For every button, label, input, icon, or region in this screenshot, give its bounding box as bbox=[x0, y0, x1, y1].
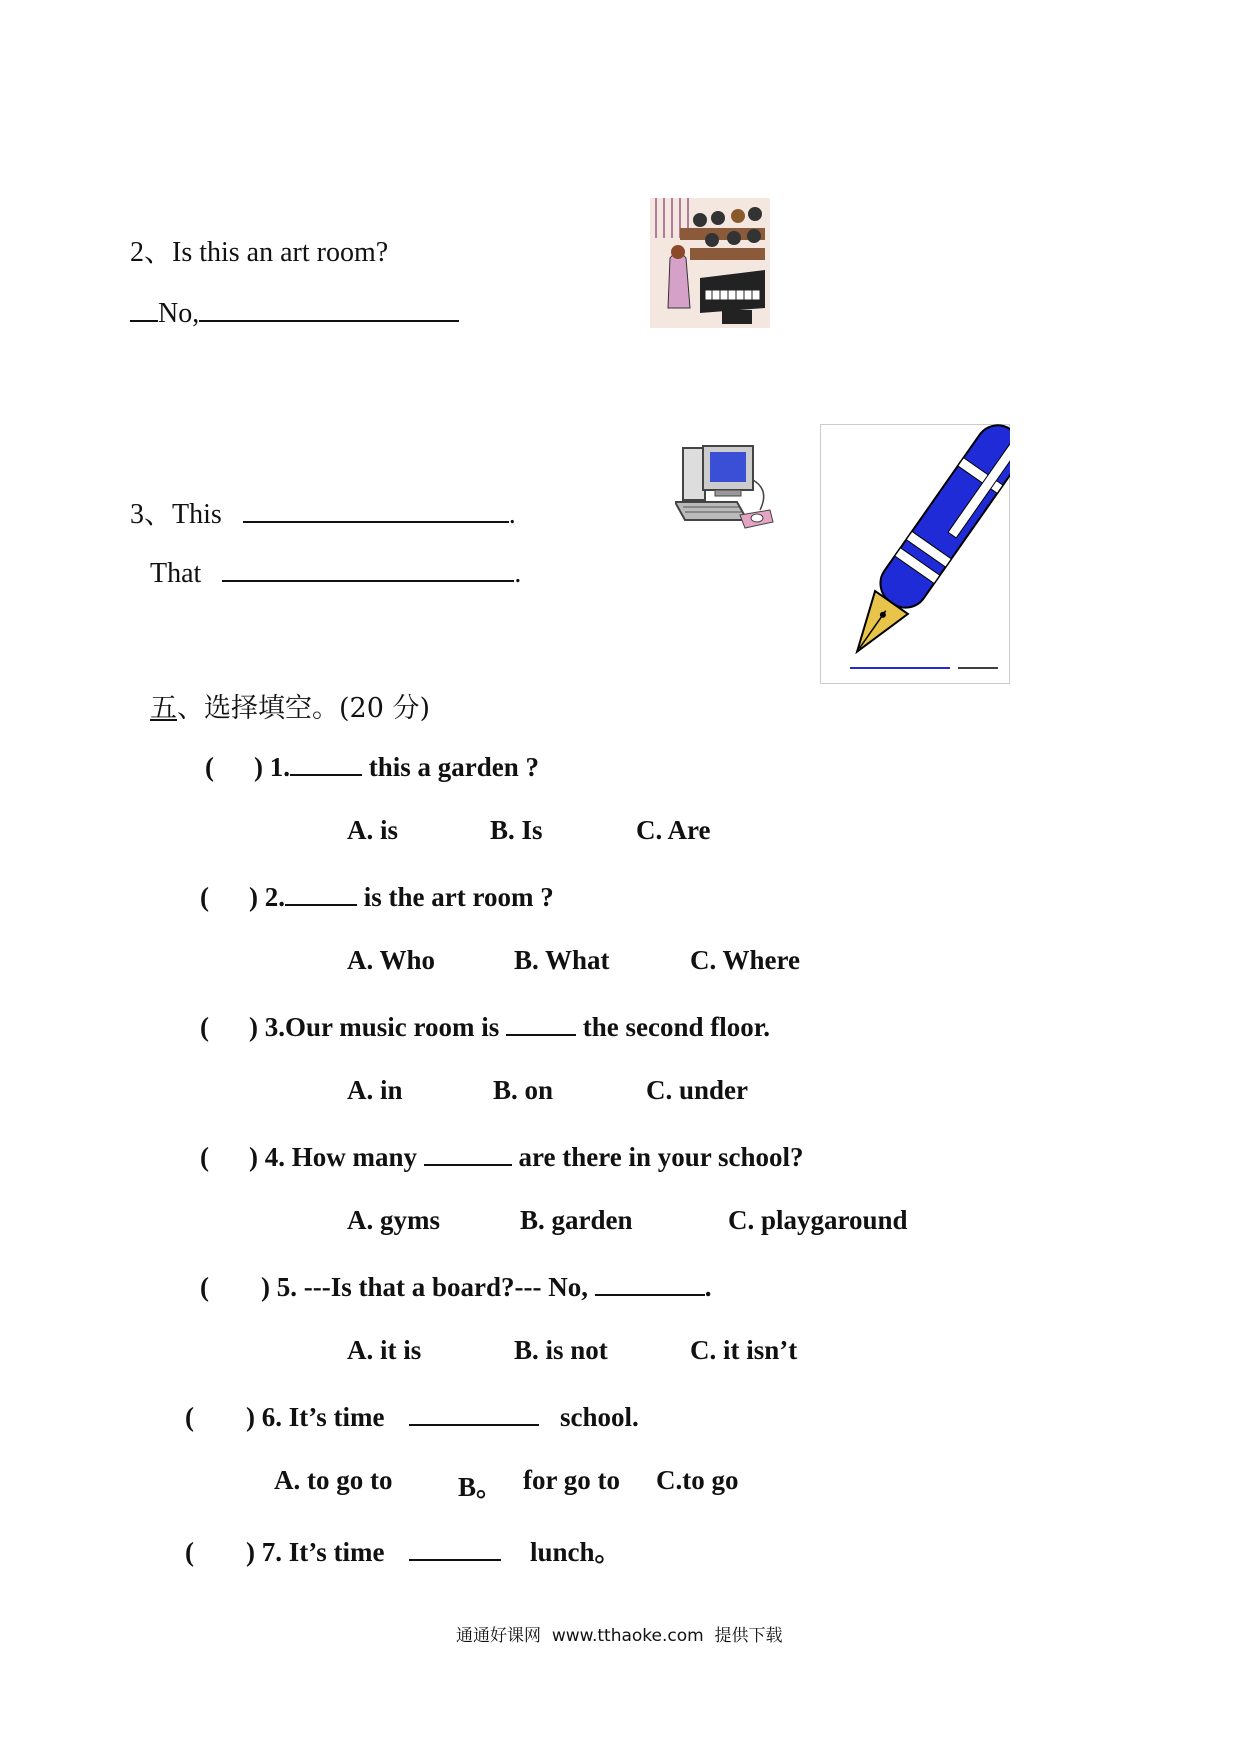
item-3-option-c: C. under bbox=[646, 1075, 749, 1105]
item-4 bbox=[200, 1140, 804, 1173]
item-1-close-paren: ) bbox=[254, 752, 263, 782]
computer-icon bbox=[675, 440, 775, 535]
item-5-close-paren: ) bbox=[261, 1272, 270, 1302]
item-7-blank bbox=[409, 1535, 501, 1561]
item-3 bbox=[200, 1010, 770, 1043]
item-2-stem-before: 2. bbox=[264, 882, 285, 912]
item-1 bbox=[205, 750, 539, 783]
item-6-option-a: A. to go to bbox=[274, 1465, 393, 1495]
item-2-stem-after: is the art room ? bbox=[363, 882, 554, 912]
item-2 bbox=[200, 880, 554, 913]
item-1-option-c: C. Are bbox=[636, 815, 711, 845]
item-4-close-paren: ) bbox=[249, 1142, 258, 1172]
item-6-open-paren: ( bbox=[185, 1402, 194, 1432]
q3-this-blank bbox=[243, 497, 509, 523]
item-4-option-b: B. garden bbox=[520, 1205, 633, 1235]
q3-line1 bbox=[130, 492, 516, 532]
item-3-stem-after: the second floor. bbox=[582, 1012, 771, 1042]
item-5-option-a: A. it is bbox=[347, 1335, 422, 1365]
item-7-stem-before: 7. It’s time bbox=[261, 1537, 385, 1567]
item-1-blank bbox=[290, 750, 362, 776]
item-5 bbox=[200, 1270, 711, 1303]
q3-this-period: . bbox=[508, 499, 516, 530]
item-6-stem-before: 6. It’s time bbox=[261, 1402, 385, 1432]
footer bbox=[456, 1621, 783, 1646]
q3-that-period: . bbox=[514, 558, 522, 589]
item-1-option-b: B. Is bbox=[490, 815, 543, 845]
item-6 bbox=[185, 1400, 639, 1433]
item-4-open-paren: ( bbox=[200, 1142, 209, 1172]
fountain-pen-icon bbox=[820, 424, 1010, 684]
section5-heading bbox=[150, 686, 430, 725]
item-6-option-b-text: for go to bbox=[523, 1465, 620, 1495]
item-2-blank bbox=[285, 880, 357, 906]
item-4-option-a: A. gyms bbox=[347, 1205, 440, 1235]
item-1-option-a: A. is bbox=[347, 815, 399, 845]
item-6-blank bbox=[409, 1400, 539, 1426]
item-5-stem-before: 5. ---Is that a board?--- No, bbox=[276, 1272, 588, 1302]
q3-that-label: That bbox=[150, 558, 202, 589]
item-2-option-b: B. What bbox=[514, 945, 610, 975]
item-6-option-c: C.to go bbox=[656, 1465, 739, 1495]
item-5-stem-after: . bbox=[704, 1272, 712, 1302]
q3-this-label: 3、This bbox=[130, 499, 222, 530]
item-4-blank bbox=[424, 1140, 512, 1166]
item-3-option-b: B. on bbox=[493, 1075, 554, 1105]
item-7-open-paren: ( bbox=[185, 1537, 194, 1567]
item-5-open-paren: ( bbox=[200, 1272, 209, 1302]
item-2-open-paren: ( bbox=[200, 882, 209, 912]
item-4-option-c: C. playgaround bbox=[728, 1205, 908, 1235]
item-2-option-a: A. Who bbox=[347, 945, 436, 975]
classroom-illustration bbox=[650, 198, 770, 328]
item-7-stem-after: lunch。 bbox=[529, 1537, 622, 1567]
q2-answer-start: No, bbox=[158, 298, 200, 329]
q3-line2 bbox=[150, 556, 521, 590]
q2-answer-blank bbox=[199, 296, 459, 322]
item-5-option-c: C. it isn’t bbox=[690, 1335, 798, 1365]
section5-title: 、选择填空。(20 分) bbox=[177, 693, 431, 724]
item-1-stem-before: 1. bbox=[269, 752, 290, 782]
item-7 bbox=[185, 1530, 622, 1569]
item-3-stem-before: 3.Our music room is bbox=[264, 1012, 500, 1042]
item-7-close-paren: ) bbox=[246, 1537, 255, 1567]
section5-number: 五 bbox=[150, 693, 177, 724]
item-1-stem-after: this a garden ? bbox=[368, 752, 540, 782]
item-6-option-b: B。 bbox=[458, 1472, 504, 1502]
item-2-option-c: C. Where bbox=[690, 945, 800, 975]
item-5-blank bbox=[595, 1270, 705, 1296]
item-2-close-paren: ) bbox=[249, 882, 258, 912]
item-3-close-paren: ) bbox=[249, 1012, 258, 1042]
q2-answer-line bbox=[130, 296, 459, 330]
item-6-stem-after: school. bbox=[559, 1402, 639, 1432]
footer-site: 通通好课网 bbox=[456, 1626, 541, 1646]
item-4-stem-after: are there in your school? bbox=[518, 1142, 804, 1172]
item-3-blank bbox=[506, 1010, 576, 1036]
item-3-open-paren: ( bbox=[200, 1012, 209, 1042]
footer-note: 提供下载 bbox=[714, 1626, 783, 1646]
item-3-option-a: A. in bbox=[347, 1075, 403, 1105]
q2-question: 2、Is this an art room? bbox=[130, 237, 389, 268]
footer-url[interactable]: www.tthaoke.com bbox=[551, 1626, 704, 1646]
item-6-close-paren: ) bbox=[246, 1402, 255, 1432]
q3-that-blank bbox=[222, 556, 514, 582]
item-1-open-paren: ( bbox=[205, 752, 214, 782]
item-4-stem-before: 4. How many bbox=[264, 1142, 418, 1172]
item-5-option-b: B. is not bbox=[514, 1335, 608, 1365]
